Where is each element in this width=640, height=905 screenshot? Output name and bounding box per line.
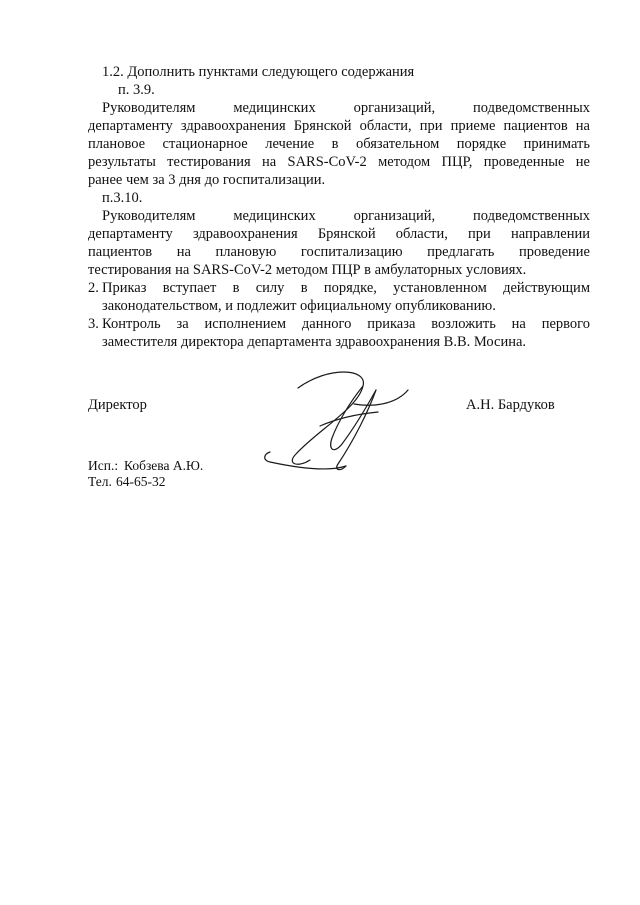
signer-position: Директор xyxy=(88,397,147,413)
signer-name: А.Н. Бардуков xyxy=(466,397,555,413)
section-heading: 1.2. Дополнить пунктами следующего содержания xyxy=(102,64,415,80)
clause-3-9-line-2: департаменту здравоохранения Брянской области, при приеме пациентов на xyxy=(88,118,590,134)
clause-3-9-line-1: Руководителям медицинских организаций, подведомственных xyxy=(102,100,590,116)
item-3-number: 3. xyxy=(88,316,99,332)
clause-label-3-10: п.3.10. xyxy=(102,190,143,206)
clause-3-9-line-4: результаты тестирования на SARS-CoV-2 методом ПЦР, проведенные не xyxy=(88,154,590,170)
clause-3-10-line-4: тестирования на SARS-CoV-2 методом ПЦР в амбулаторных условиях. xyxy=(88,262,527,278)
item-2-number: 2. xyxy=(88,280,99,296)
item-3-line-1: Контроль за исполнением данного приказа возложить на первого xyxy=(102,316,590,332)
item-2-line-2: законодательством, и подлежит официальному опубликованию. xyxy=(102,298,496,314)
executor-name: Кобзева А.Ю. xyxy=(124,458,204,473)
executor-label: Исп.: xyxy=(88,458,119,473)
clause-3-9-line-5: ранее чем за 3 дня до госпитализации. xyxy=(88,172,326,188)
clause-3-9-line-3: плановое стационарное лечение в обязательном порядке принимать xyxy=(88,136,590,152)
clause-3-10-line-1: Руководителям медицинских организаций, подведомственных xyxy=(102,208,590,224)
phone-number: 64-65-32 xyxy=(116,474,166,489)
clause-label-3-9: п. 3.9. xyxy=(118,82,155,98)
phone-label: Тел. xyxy=(88,474,112,489)
item-2-line-1: Приказ вступает в силу в порядке, установленном действующим xyxy=(102,280,590,296)
clause-3-10-line-3: пациентов на плановую госпитализацию предлагать проведение xyxy=(88,244,590,260)
item-3-line-2: заместителя директора департамента здравоохранения В.В. Мосина. xyxy=(102,334,527,350)
clause-3-10-line-2: департаменту здравоохранения Брянской области, при направлении xyxy=(88,226,590,242)
handwritten-signature xyxy=(258,368,418,480)
